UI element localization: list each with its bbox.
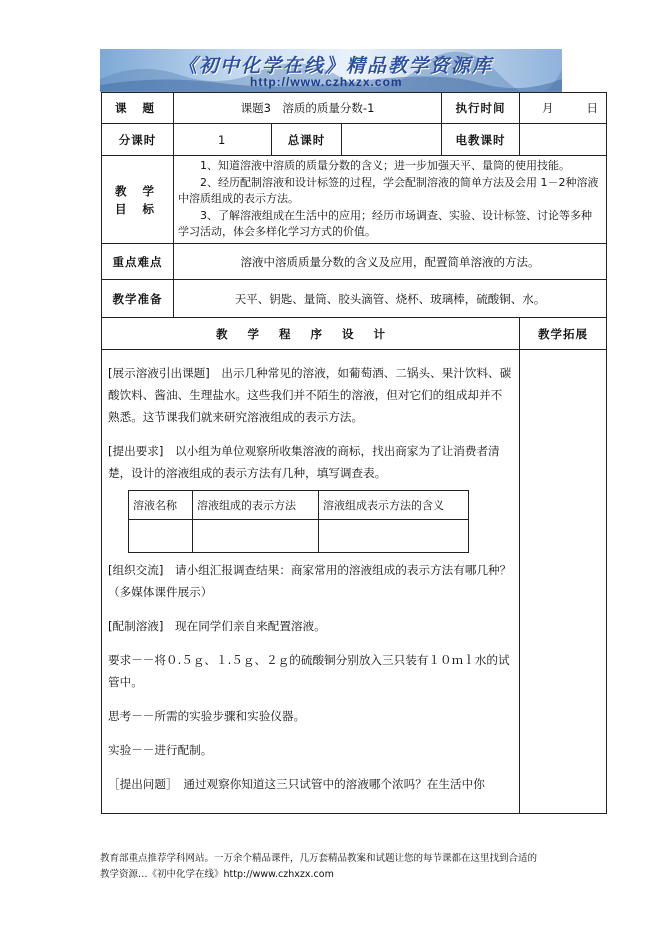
hours-row <box>102 124 607 156</box>
design-content-row <box>102 350 607 814</box>
total-label: 总课时 <box>272 124 342 156</box>
footer-line: 教育部重点推荐学科网站。一万余个精品课件，几万套精品教案和试题让您的每节课都在这里找到合适的 <box>100 853 538 864</box>
topic-label: 课 题 <box>102 93 174 124</box>
survey-table <box>128 490 469 553</box>
design-paragraph: [提出要求] 以小组为单位观察所收集溶液的商标，找出商家为了让消费者清楚，设计的溶液组成的表示方法有几种，填写调查表。 <box>108 444 500 480</box>
survey-cell[interactable] <box>193 520 319 553</box>
focus-value: 溶液中溶质质量分数的含义及应用，配置简单溶液的方法。 <box>174 244 607 280</box>
design-paragraph: 实验－－进行配制。 <box>108 743 213 757</box>
design-heading: 教学程序设计 <box>102 318 520 350</box>
extension-heading: 教学拓展 <box>520 318 607 350</box>
goal-item: 1、知道溶液中溶质的质量分数的含义；进一步加强天平、量筒的使用技能。 <box>200 159 570 173</box>
split-value: 1 <box>174 124 272 156</box>
lesson-plan-table <box>101 92 607 814</box>
split-label: 分课时 <box>102 124 174 156</box>
e-value <box>520 124 607 156</box>
extension-content <box>520 350 607 814</box>
survey-cell[interactable] <box>319 520 469 553</box>
goals-row <box>102 156 607 244</box>
design-content <box>102 350 520 814</box>
survey-header: 溶液组成表示方法的含义 <box>319 491 469 520</box>
page-footer <box>100 851 570 883</box>
survey-header: 溶液名称 <box>129 491 193 520</box>
banner-title: 《初中化学在线》精品教学资源库 <box>178 55 494 77</box>
focus-label: 重点难点 <box>102 244 174 280</box>
design-paragraph: [展示溶液引出课题] 出示几种常见的溶液，如葡萄酒、二锅头、果汁饮料、碳酸饮料、酱油、生理盐水。这些我们并不陌生的溶液，但对它们的组成却并不熟悉。这节课我们就来研究溶液组成的表示方法。 <box>108 366 512 424</box>
focus-row <box>102 244 607 280</box>
footer-line: 教学资源…《初中化学在线》http://www.czhxzx.com <box>100 869 334 880</box>
design-paragraph: [组织交流] 请小组汇报调查结果：商家常用的溶液组成的表示方法有哪几种？（多媒体课件展示） <box>108 563 512 599</box>
design-paragraph: ［提出问题］ 通过观察你知道这三只试管中的溶液哪个浓吗？在生活中你 <box>108 777 485 791</box>
goal-item: 3、了解溶液组成在生活中的应用；经历市场调查、实验、设计标签、讨论等多种学习活动，体会多样化学习方式的价值。 <box>178 208 592 239</box>
design-paragraph: [配制溶液] 现在同学们亲自来配置溶液。 <box>108 619 326 633</box>
day-label: 日 <box>586 101 599 115</box>
exec-time-label: 执行时间 <box>442 93 520 124</box>
design-paragraph: 思考－－所需的实验步骤和实验仪器。 <box>108 709 306 723</box>
design-paragraph: 要求－－将０.５ｇ、１.５ｇ、２ｇ的硫酸铜分别放入三只装有１０ｍｌ水的试管中。 <box>108 653 510 689</box>
survey-header: 溶液组成的表示方法 <box>193 491 319 520</box>
prep-row <box>102 280 607 318</box>
exec-time-value <box>520 93 607 124</box>
survey-cell[interactable] <box>129 520 193 553</box>
banner-url[interactable]: http://www.czhxzx.com <box>250 75 403 89</box>
site-banner <box>100 49 562 92</box>
goals-label-line1: 教 学 <box>114 183 160 198</box>
topic-value: 课题3 溶质的质量分数-1 <box>174 93 442 124</box>
e-label: 电教课时 <box>442 124 520 156</box>
prep-label: 教学准备 <box>102 280 174 318</box>
goals-label <box>102 156 174 244</box>
prep-value: 天平、钥匙、量筒、胶头滴管、烧杯、玻璃棒，硫酸铜、水。 <box>174 280 607 318</box>
goals-content <box>174 156 607 244</box>
topic-row <box>102 93 607 124</box>
goal-item: 2、经历配制溶液和设计标签的过程，学会配制溶液的简单方法及会用 1－2种溶液中溶质组成的表示方法。 <box>178 175 599 206</box>
month-label: 月 <box>542 101 554 115</box>
goals-label-line2: 目 标 <box>114 201 160 216</box>
total-value <box>342 124 442 156</box>
design-heading-row <box>102 318 607 350</box>
